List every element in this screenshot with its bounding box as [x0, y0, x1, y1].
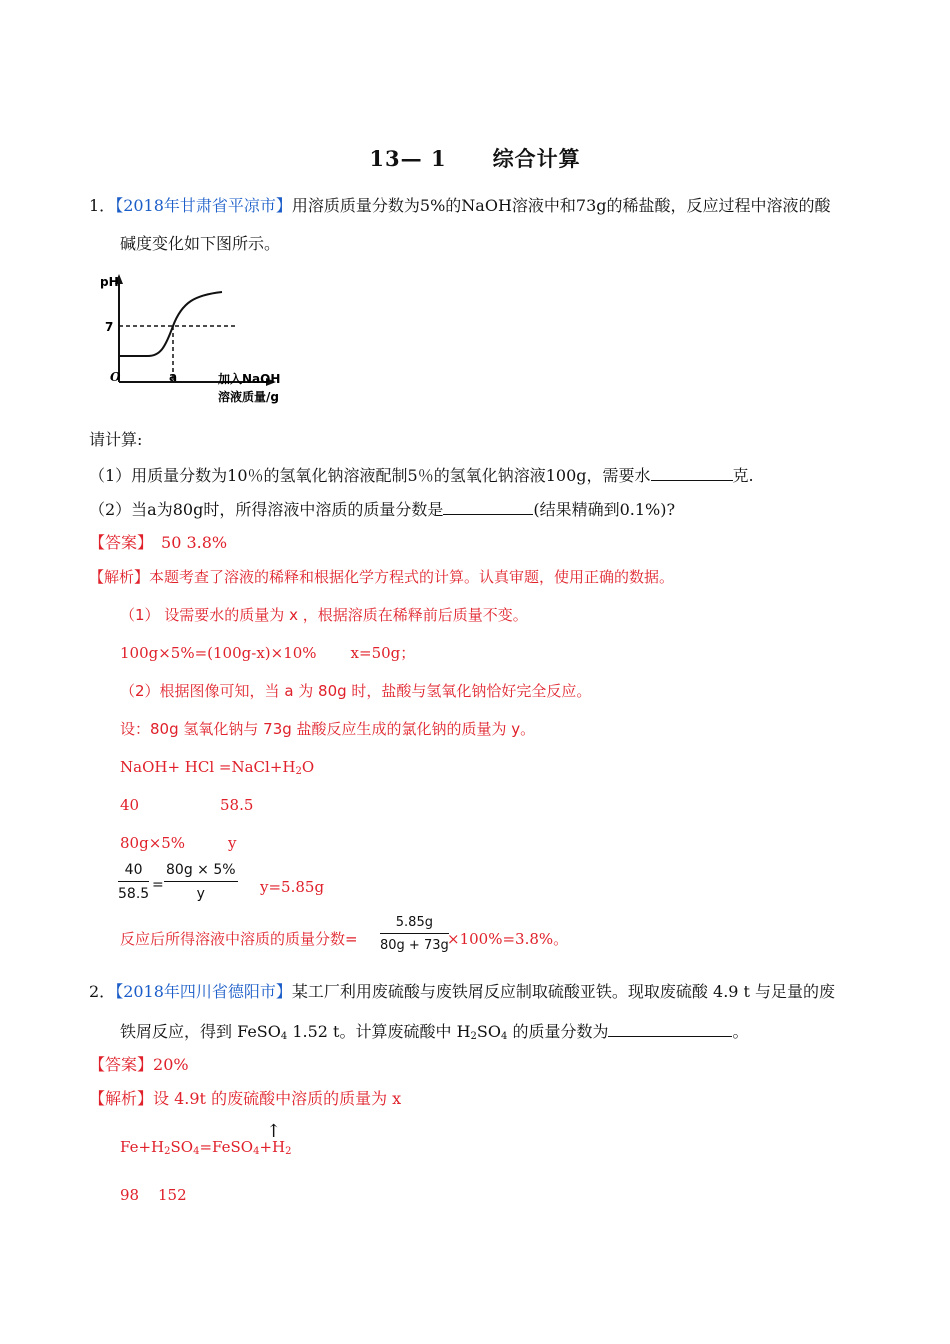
question-1-line-1: 1．【2018年甘肃省平凉市】用溶质质量分数为5%的NaOH溶液中和73g的稀盐酸，反应过程中溶液的酸: [89, 196, 831, 215]
mass-naoh: 80g×5%: [120, 834, 186, 852]
ph-7-label: 7: [105, 320, 114, 334]
answer-1: 【答案】 50 3.8%: [89, 533, 228, 552]
analysis-1: 【解析】本题考查了溶液的稀释和根据化学方程式的计算。认真审题，使用正确的数据。: [89, 568, 675, 586]
y-axis-label: pH: [100, 275, 119, 289]
ask-text: 请计算:: [89, 430, 143, 449]
analysis-1-step-3: 设：80g 氢氧化钠与 73g 盐酸反应生成的氯化钠的质量为 y。: [120, 720, 536, 738]
iron-reaction-equation: $Fe+H_2SO_4=FeSO_4+H_2$: [120, 1138, 292, 1157]
analysis-1-step-2: （2）根据图像可知，当 a 为 80g 时，盐酸与氢氧化钠恰好完全反应。: [120, 682, 592, 700]
molar-mass-152: 152: [158, 1186, 187, 1204]
gas-up-arrow-icon: ↑: [266, 1121, 282, 1142]
question-2-source: 【2018年四川省德阳市】: [115, 982, 292, 1001]
x-axis-label-2: 溶液质量/g: [218, 390, 279, 404]
mass-y: y: [228, 834, 237, 852]
final-fraction: $\frac{5.85g}{80g + 73g}$: [380, 915, 449, 953]
question-2-line-2: 铁屑反应，得到 FeSO$_4$ 1.52 t。计算废硫酸中 $H_2SO_4$ 的质量分数为 。: [120, 1022, 749, 1042]
result-y: y=5.85g: [260, 878, 325, 896]
answer-blank-3: [608, 1020, 732, 1037]
final-fraction-prefix: 反应后所得溶液中溶质的质量分数=: [120, 930, 358, 948]
page-title: 13— 1 综合计算: [369, 146, 581, 171]
origin-label: O: [110, 370, 121, 384]
molar-mass-58-5: 58.5: [220, 796, 254, 814]
analysis-1-step-1: （1） 设需要水的质量为 x ，根据溶质在稀释前后质量不变。: [120, 606, 528, 624]
a-label: a: [169, 370, 178, 384]
question-2-line-1: 2．【2018年四川省德阳市】某工厂利用废硫酸与废铁屑反应制取硫酸亚铁。现取废硫酸 4.9 t 与足量的废: [89, 982, 836, 1001]
reaction-equation: NaOH+ HCl $=NaCl+H_2O$: [120, 758, 315, 777]
dilution-equation: 100g×5%=(100g-x)×10% x=50g；: [120, 644, 416, 662]
fraction-mass-over-y: $\frac{80g \times 5\%}{y}$: [166, 862, 236, 902]
question-1-source: 【2018年甘肃省平凉市】: [115, 196, 292, 215]
answer-blank-1: [651, 464, 733, 481]
question-1-line-2: 碱度变化如下图所示。: [120, 234, 281, 253]
molar-mass-98: 98: [120, 1186, 140, 1204]
answer-blank-2: [443, 498, 533, 515]
x-axis-label-1: 加入NaOH: [218, 372, 281, 386]
fraction-40-over-58-5: $\frac{40}{58.5}$: [118, 862, 150, 902]
answer-2: 【答案】20%: [89, 1055, 189, 1074]
ph-curve: [119, 292, 222, 356]
sub-question-1: （1）用质量分数为10％的氢氧化钠溶液配制5％的氢氧化钠溶液100g，需要水 克.: [89, 466, 754, 485]
equals-sign: =: [152, 877, 164, 893]
sub-question-2: （2）当a为80g时，所得溶液中溶质的质量分数是 (结果精确到0.1%)?: [89, 500, 676, 519]
analysis-2: 【解析】设 4.9t 的废硫酸中溶质的质量为 x: [89, 1089, 402, 1108]
ph-curve-chart: [100, 270, 330, 410]
molar-mass-40: 40: [120, 796, 140, 814]
final-result: ×100%=3.8%。: [447, 930, 569, 948]
